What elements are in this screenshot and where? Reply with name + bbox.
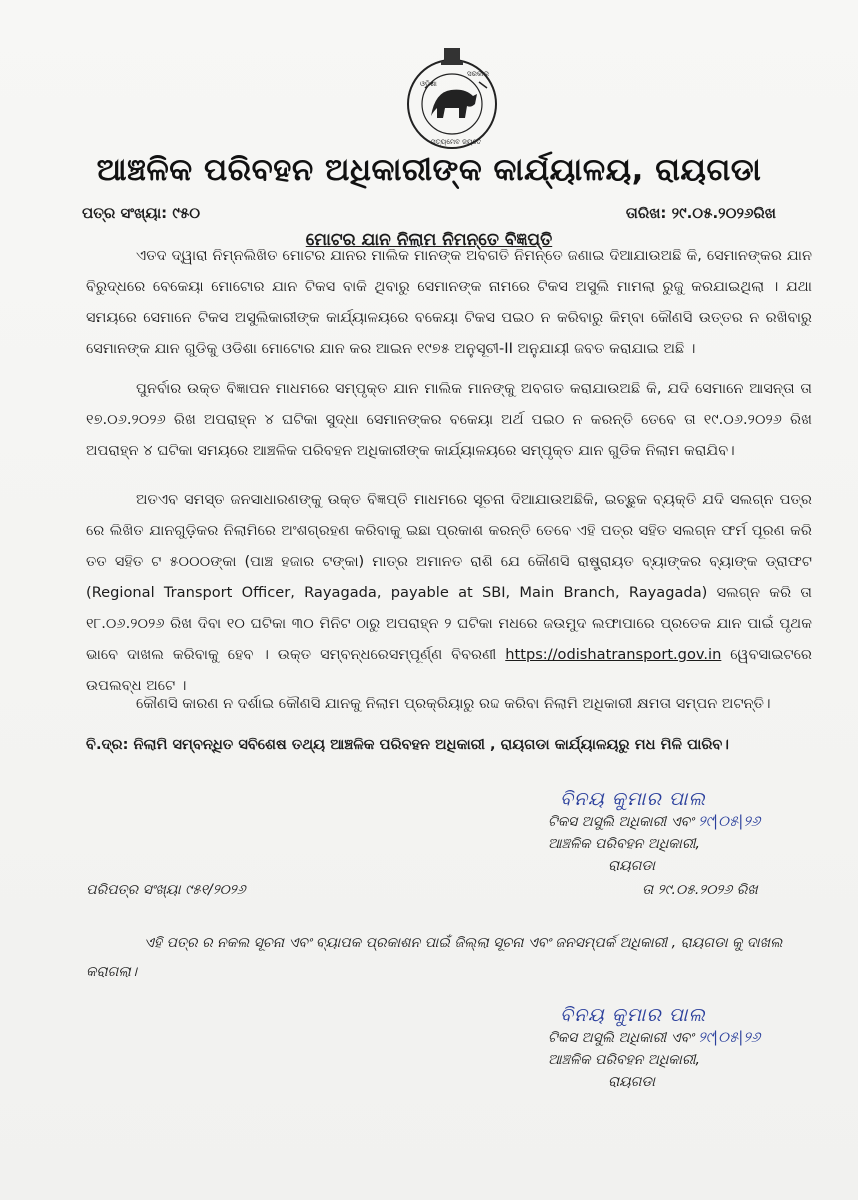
signature-block-2 [548, 1004, 848, 1093]
paragraph-1-text: ଏତଦ ଦ୍ୱାରା ନିମ୍ନଲିଖିତ ମୋଟର ଯାନର ମାଲିକ ମାନଙ୍କ ଅବଗତି ନିମନ୍ତେ ଜଣାଇ ଦିଆଯାଉଅଛି କି, ସେମାନଙ୍କର ଯାନ ବିରୁଦ୍ଧରେ ବେକେୟା ମୋଟୋର ଯାନ ଟିକସ ବାକି ଥିବାରୁ ସେମାନଙ୍କ ନାମରେ ଟିକସ ଅସୁଲି ମାମଲା ରୁଜୁ କରଯାଇଥିଲା । ଯଥା ସମୟରେ ସେମାନେ ଟିକସ ଅସୁଲିକାରୀଙ୍କ କାର୍ଯ୍ୟାଳୟରେ ବକେୟା ଟିକସ ପଇଠ ନ କରିବାରୁ କିମ୍ବା କୌଣସି ଉତ୍ତର ନ ରଖିବାରୁ ସେମାନଙ୍କ ଯାନ ଗୁଡିକୁ ଓଡିଶା ମୋଟୋର ଯାନ କର ଆଇନ ୧୯୭୫ ଅନୁସୂଚୀ-II ଅନୁଯାୟୀ ଜବତ କରାଯାଇ ଅଛି । [86, 247, 812, 357]
signature-2-initial: ୨୯|୦୫|୨୬ [698, 1028, 761, 1046]
circular-date: ତା ୨୯.୦୫.୨୦୨୬ ରିଖ [642, 882, 758, 898]
paragraph-3 [86, 484, 812, 701]
paragraph-2-text: ପୁନର୍ବାର ଉକ୍ତ ବିଜ୍ଞାପନ ମାଧମରେ ସମ୍ପୃକ୍ତ ଯାନ ମାଲିକ ମାନଙ୍କୁ ଅବଗତ କରାଯାଉଅଛି କି, ଯଦି ସେମାନେ ଆସନ୍ତା ତା ୧୭.୦୬.୨୦୨୬ ରିଖ ଅପରାହ୍ନ ୪ ଘଟିକା ସୁଦ୍ଧା ସେମାନଙ୍କର ବକେୟା ଅର୍ଥ ପଇଠ ନ କରନ୍ତି ତେବେ ତା ୧୯.୦୬.୨୦୨୬ ରିଖ ଅପରାହ୍ନ ୪ ଘଟିକା ସମୟରେ ଆଞ୍ଚଳିକ ପରିବହନ ଅଧିକାରୀଙ୍କ କାର୍ଯ୍ୟାଳୟରେ ସମ୍ପୃକ୍ତ ଯାନ ଗୁଡିକ ନିଲାମ କରାଯିବ। [86, 380, 812, 459]
paragraph-4-text: କୌଣସି କାରଣ ନ ଦର୍ଶାଇ କୌଣସି ଯାନକୁ ନିଲାମ ପ୍ରକ୍ରିୟାରୁ ରଦ୍ଦ କରିବା ନିଲାମି ଅଧିକାରୀ କ୍ଷମତା ସମ୍ପନ ଅଟନ୍ତି। [136, 695, 771, 712]
svg-text:ସରକାର: ସରକାର [467, 70, 489, 78]
forwarding-note [86, 929, 806, 987]
paragraph-3-text: ଅତଏବ ସମସ୍ତ ଜନସାଧାରଣଙ୍କୁ ଉକ୍ତ ବିଜ୍ଞପ୍ତି ମାଧମରେ ସୂଚନା ଦିଆଯାଉଅଛିକି, ଇଚ୍ଛୁକ ବ୍ୟକ୍ତି ଯଦି ସଲଗ୍ନ ପତ୍ର ରେ ଲିଖିତ ଯାନଗୁଡ଼ିକର ନିଲାମିରେ ଅଂଶଗ୍ରହଣ କରିବାକୁ ଇଛା ପ୍ରକାଶ କରନ୍ତି ତେବେ ଏହି ପତ୍ର ସହିତ ସଲଗ୍ନ ଫର୍ମ ପୂରଣ କରି ତତ ସହିତ ଟ ୫୦୦୦ଙ୍କା (ପାଞ୍ଚ ହଜାର ଟଙ୍କା) ମାତ୍ର ଅମାନତ ରାଶି ଯେ କୌଣସି ରାଷ୍ଟ୍ରାୟତ ବ୍ୟାଙ୍କର ବ୍ୟାଙ୍କ ଡ୍ରାଫଟ (Regional Transport Officer, Rayagada, payable at SBI, Main Branch, Rayagada) ସଲଗ୍ନ କରି ତା ୧୮.୦୬.୨୦୨୬ ରିଖ ଦିବା ୧୦ ଘଟିକା ୩୦ ମିନିଟ ଠାରୁ ଅପରାହ୍ନ ୨ ଘଟିକା ମଧରେ ଜଉମୁଦ ଲଫାପାରେ ପ୍ରତେକ ଯାନ ପାଇଁ ପୃଥକ ଭାବେ ଦାଖଲ କରିବାକୁ ହେବ । ଉକ୍ତ ସମ୍ବନ୍ଧରେସମ୍ପୂର୍ଣ୍ଣ ବିବରଣୀ [86, 491, 812, 663]
note-line: ବି.ଦ୍ର: ନିଲାମି ସମ୍ବନ୍ଧିତ ସବିଶେଷ ତଥ୍ୟ ଆଞ୍ଚଳିକ ପରିବହନ ଅଧିକାରୀ , ରାୟଗଡା କାର୍ଯ୍ୟାଳୟରୁ ମଧ ମିଳି ପାରିବ। [86, 736, 729, 753]
signature-2-designation: ଟିକସ ଅସୁଲି ଅଧିକାରୀ ଏବଂ ୨୯|୦୫|୨୬ [548, 1028, 761, 1046]
svg-text:ସତ୍ୟମେବ ଜୟତେ: ସତ୍ୟମେବ ଜୟତେ [431, 138, 482, 146]
odisha-emblem-icon [395, 46, 510, 151]
signature-2-office: ଆଞ୍ଚଳିକ ପରିବହନ ଅଧିକାରୀ, [548, 1052, 700, 1068]
signature-1-place: ରାୟଗଡା [608, 858, 655, 874]
notice-subject: ମୋଟର ଯାନ ନିଲାମ ନିମନ୍ତେ ବିଜ୍ଞପ୍ତି [305, 230, 553, 250]
letter-date: ତାରିଖ: ୨୯.୦୫.୨୦୨୬ରିଖ [625, 204, 776, 222]
signature-2-place: ରାୟଗଡା [608, 1074, 655, 1090]
signature-1-initial: ୨୯|୦୫|୨୬ [698, 812, 761, 830]
signature-1-designation: ଟିକସ ଅସୁଲି ଅଧିକାରୀ ଏବଂ ୨୯|୦୫|୨୬ [548, 812, 761, 830]
transport-website-link[interactable]: https://odishatransport.gov.in [505, 646, 722, 663]
circular-number: ପରିପତ୍ର ସଂଖ୍ୟା ୯୫୧/୨୦୨୬ [86, 882, 246, 898]
forwarding-text: ଏହି ପତ୍ର ର ନକଲ ସୂଚନା ଏବଂ ବ୍ୟାପକ ପ୍ରକାଶନ ପାଇଁ ଜିଲ୍ଲା ସୂଚନା ଏବଂ ଜନସମ୍ପର୍କ ଅଧିକାରୀ , ରାୟଗଡା କୁ ଦାଖଲ କରାଗଲା। [86, 935, 783, 980]
signature-2: ବିନୟ କୁମାର ପାଲ [560, 1004, 706, 1026]
paragraph-4 [86, 688, 812, 719]
svg-text:ଓଡ଼ିଶା: ଓଡ଼ିଶା [420, 80, 437, 88]
signature-1: ବିନୟ କୁମାର ପାଲ [560, 788, 706, 810]
signature-block-1 [548, 788, 848, 877]
office-title: ଆଞ୍ଚଳିକ ପରିବହନ ଅଧିକାରୀଙ୍କ କାର୍ଯ୍ୟାଳୟ, ରାୟଗଡା [96, 152, 762, 188]
paragraph-1 [86, 240, 812, 364]
signature-1-office: ଆଞ୍ଚଳିକ ପରିବହନ ଅଧିକାରୀ, [548, 836, 700, 852]
paragraph-3-tail: ୱେବସାଇଟରେ ଉପଲବ୍ଧ ଅଟେ । [86, 646, 812, 694]
paragraph-2 [86, 373, 812, 466]
letter-number: ପତ୍ର ସଂଖ୍ୟା: ୯୫୦ [82, 204, 201, 222]
